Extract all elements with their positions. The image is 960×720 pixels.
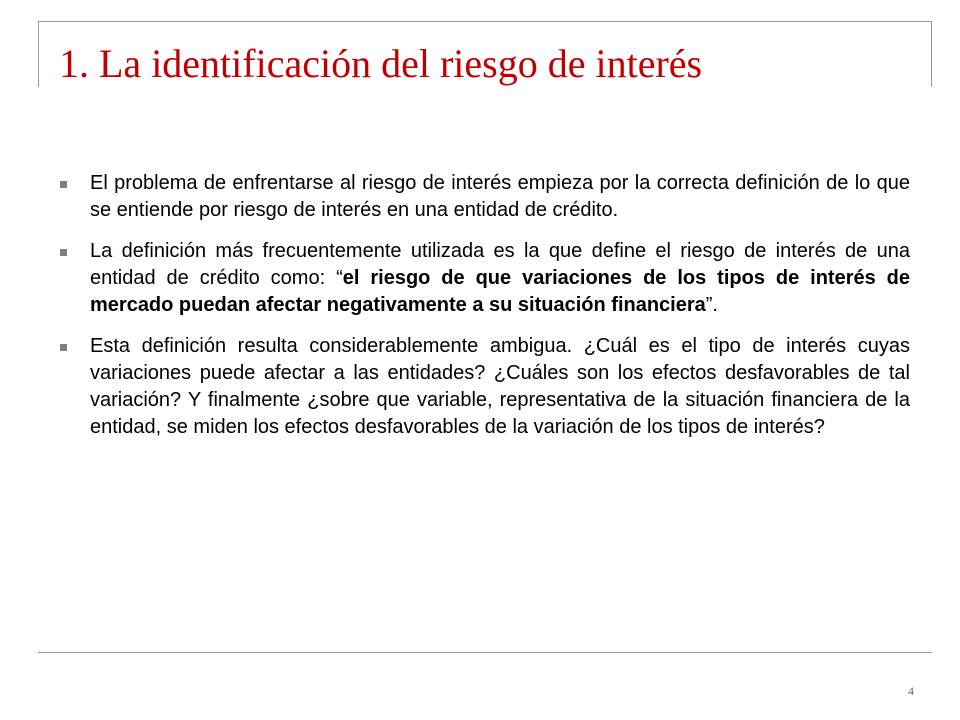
page-number: 4	[908, 684, 914, 698]
square-bullet-icon	[60, 249, 67, 256]
bullet-text-3: Esta definición resulta considerablemente ambigua. ¿Cuál es el tipo de interés cuyas variaciones puede afectar a las entidades? ¿Cuáles son los efectos desfavorables de tal variación? Y finalmente ¿sobre que variable, representativa de la situación financiera de la entidad, se miden los efectos desfavorables de la variación de los tipos de interés?	[90, 335, 910, 438]
bullet-item-3	[52, 333, 910, 441]
right-frame-line	[931, 21, 932, 87]
bullet-text-2	[90, 238, 910, 319]
definition-closing-text: ”.	[705, 294, 718, 316]
top-frame-line	[38, 21, 932, 22]
bullet-list	[52, 170, 910, 441]
slide-title: 1. La identificación del riesgo de interés	[59, 41, 703, 86]
bullet-item-1	[52, 170, 910, 224]
bottom-divider-line	[38, 652, 932, 653]
left-frame-line	[38, 21, 39, 87]
slide-content	[52, 170, 910, 455]
square-bullet-icon	[60, 344, 67, 351]
bullet-text-1: El problema de enfrentarse al riesgo de interés empieza por la correcta definición de lo que se entiende por riesgo de interés en una entidad de crédito.	[90, 172, 910, 221]
bullet-item-2	[52, 238, 910, 319]
definition-intro-text: La definición más frecuentemente utilizada es la que define el riesgo de interés de una entidad de crédito como: “	[90, 240, 910, 289]
definition-emphasis-text: el riesgo de que variaciones de los tipos de interés de mercado puedan afectar negativamente a su situación financiera	[90, 267, 910, 316]
square-bullet-icon	[60, 181, 67, 188]
